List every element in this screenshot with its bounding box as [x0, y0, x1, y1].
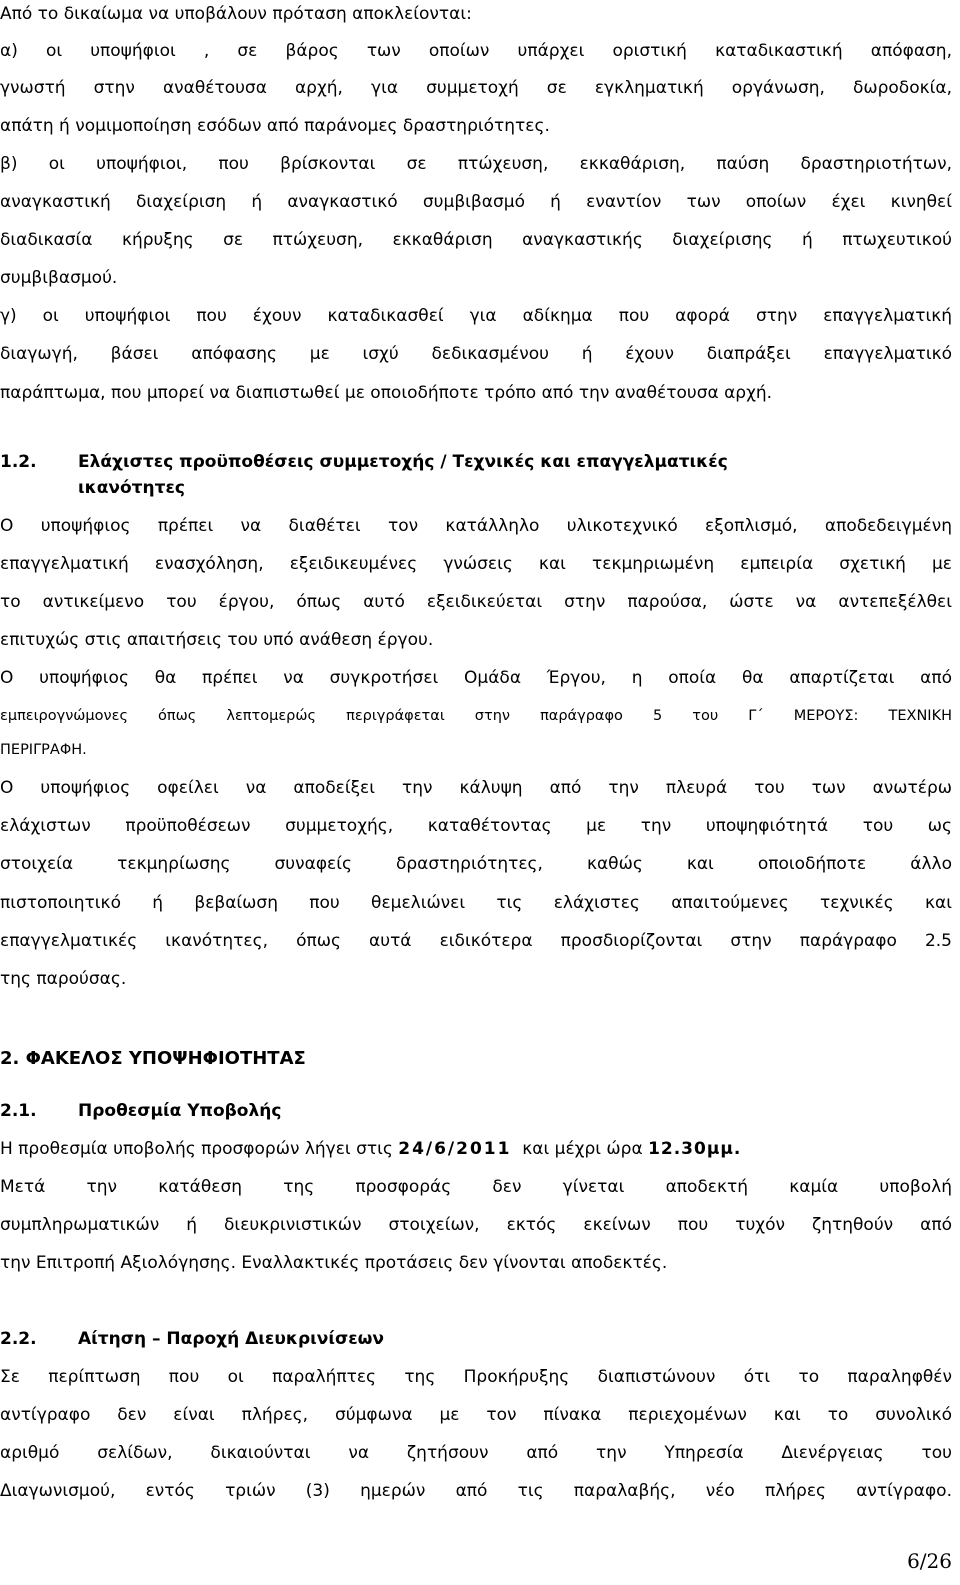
exclusion-c-line-1: γ) οι υποψήφιοι που έχουν καταδικασθεί για αδίκημα που αφορά στην επαγγελματική	[0, 306, 952, 326]
section-2-1-p-line-1: Μετά την κατάθεση της προσφοράς δεν γίνεται αποδεκτή καμία υποβολή	[0, 1177, 952, 1197]
section-1-2-p1-line-3: το αντικείμενο του έργου, όπως αυτό εξειδικεύεται στην παρούσα, ώστε να αντεπεξέλθει	[0, 592, 952, 612]
section-1-2-p1-line-1: Ο υποψήφιος πρέπει να διαθέτει τον κατάλληλο υλικοτεχνικό εξοπλισμό, αποδεδειγμένη	[0, 516, 952, 536]
exclusion-b-line-1: β) οι υποψήφιοι, που βρίσκονται σε πτώχευση, εκκαθάριση, παύση δραστηριοτήτων,	[0, 154, 952, 174]
section-1-2-p3-line-1: Ο υποψήφιος οφείλει να αποδείξει την κάλυψη από την πλευρά του των ανωτέρω	[0, 778, 952, 798]
exclusion-b-line-3: διαδικασία κήρυξης σε πτώχευση, εκκαθάριση αναγκαστικής διαχείρισης ή πτωχευτικού	[0, 230, 952, 250]
section-2-2-p-line-4: Διαγωνισμού, εντός τριών (3) ημερών από τις παραλαβής, νέο πλήρες αντίγραφο.	[0, 1481, 952, 1501]
section-1-2-p1-line-4: επιτυχώς στις απαιτήσεις του υπό ανάθεση έργου.	[0, 630, 434, 650]
exclusion-c-line-3: παράπτωμα, που μπορεί να διαπιστωθεί με οποιοδήποτε τρόπο από την αναθέτουσα αρχή.	[0, 383, 773, 403]
section-1-2-number: 1.2.	[0, 452, 37, 472]
section-2-1-p-line-3: την Επιτροπή Αξιολόγησης. Εναλλακτικές προτάσεις δεν γίνονται αποδεκτές.	[0, 1253, 668, 1273]
exclusion-a-line-1: α) οι υποψήφιοι , σε βάρος των οποίων υπάρχει οριστική καταδικαστική απόφαση,	[0, 41, 952, 61]
exclusion-c-line-2: διαγωγή, βάσει απόφασης με ισχύ δεδικασμένου ή έχουν διαπράξει επαγγελματικό	[0, 344, 952, 364]
exclusion-a-line-3: απάτη ή νομιμοποίηση εσόδων από παράνομες δραστηριότητες.	[0, 116, 550, 136]
section-1-2-p2-line-2: εμπειρογνώμονες όπως λεπτομερώς περιγράφεται στην παράγραφο 5 του Γ΄ ΜΕΡΟΥΣ: ΤΕΧΝΙΚΗ	[0, 708, 952, 724]
section-2-1-deadline-line	[0, 1137, 952, 1161]
section-1-2-p2-line-3: ΠΕΡΙΓΡΑΦΗ.	[0, 742, 87, 758]
section-1-2-title-line-1: Ελάχιστες προϋποθέσεις συμμετοχής / Τεχνικές και επαγγελματικές	[78, 452, 728, 472]
section-2-2-number: 2.2.	[0, 1329, 37, 1349]
section-2-heading: 2. ΦΑΚΕΛΟΣ ΥΠΟΨΗΦΙΟΤΗΤΑΣ	[0, 1048, 306, 1069]
section-1-2-p3-line-5: επαγγελματικές ικανότητες, όπως αυτά ειδικότερα προσδιορίζονται στην παράγραφο 2.5	[0, 931, 952, 951]
deadline-prefix: Η προθεσμία υποβολής προσφορών λήγει στις	[0, 1139, 399, 1159]
section-2-1-number: 2.1.	[0, 1101, 37, 1121]
section-1-2-p3-line-4: πιστοποιητικό ή βεβαίωση που θεμελιώνει τις ελάχιστες απαιτούμενες τεχνικές και	[0, 893, 952, 913]
exclusion-intro: Από το δικαίωμα να υποβάλουν πρόταση αποκλείονται:	[0, 4, 472, 24]
section-1-2-p2-line-1: Ο υποψήφιος θα πρέπει να συγκροτήσει Ομάδα Έργου, η οποία θα απαρτίζεται από	[0, 668, 952, 688]
section-1-2-title-line-2: ικανότητες	[78, 478, 185, 498]
exclusion-a-line-2: γνωστή στην αναθέτουσα αρχή, για συμμετοχή σε εγκληματική οργάνωση, δωροδοκία,	[0, 78, 952, 98]
section-2-1-title: Προθεσμία Υποβολής	[78, 1101, 282, 1121]
section-1-2-p3-line-6: της παρούσας.	[0, 969, 127, 989]
page-number: 6/26	[907, 1549, 952, 1573]
exclusion-b-line-4: συμβιβασμού.	[0, 268, 118, 288]
deadline-date: 24/6/2011	[398, 1139, 512, 1159]
deadline-mid: και μέχρι ώρα	[511, 1139, 649, 1159]
exclusion-b-line-2: αναγκαστική διαχείριση ή αναγκαστικό συμβιβασμό ή εναντίον των οποίων έχει κινηθεί	[0, 192, 952, 212]
deadline-time: 12.30μμ.	[648, 1139, 742, 1159]
section-1-2-p1-line-2: επαγγελματική ενασχόληση, εξειδικευμένες γνώσεις και τεκμηριωμένη εμπειρία σχετική με	[0, 554, 952, 574]
section-2-2-p-line-3: αριθμό σελίδων, δικαιούνται να ζητήσουν από την Υπηρεσία Διενέργειας του	[0, 1443, 952, 1463]
section-2-1-p-line-2: συμπληρωματικών ή διευκρινιστικών στοιχείων, εκτός εκείνων που τυχόν ζητηθούν από	[0, 1215, 952, 1235]
section-2-2-p-line-2: αντίγραφο δεν είναι πλήρες, σύμφωνα με τον πίνακα περιεχομένων και το συνολικό	[0, 1405, 952, 1425]
section-2-2-p-line-1: Σε περίπτωση που οι παραλήπτες της Προκήρυξης διαπιστώνουν ότι το παραληφθέν	[0, 1367, 952, 1387]
section-1-2-p3-line-2: ελάχιστων προϋποθέσεων συμμετοχής, καταθέτοντας με την υποψηφιότητά του ως	[0, 816, 952, 836]
section-2-2-title: Αίτηση – Παροχή Διευκρινίσεων	[78, 1329, 385, 1349]
section-1-2-p3-line-3: στοιχεία τεκμηρίωσης συναφείς δραστηριότητες, καθώς και οποιοδήποτε άλλο	[0, 854, 952, 874]
